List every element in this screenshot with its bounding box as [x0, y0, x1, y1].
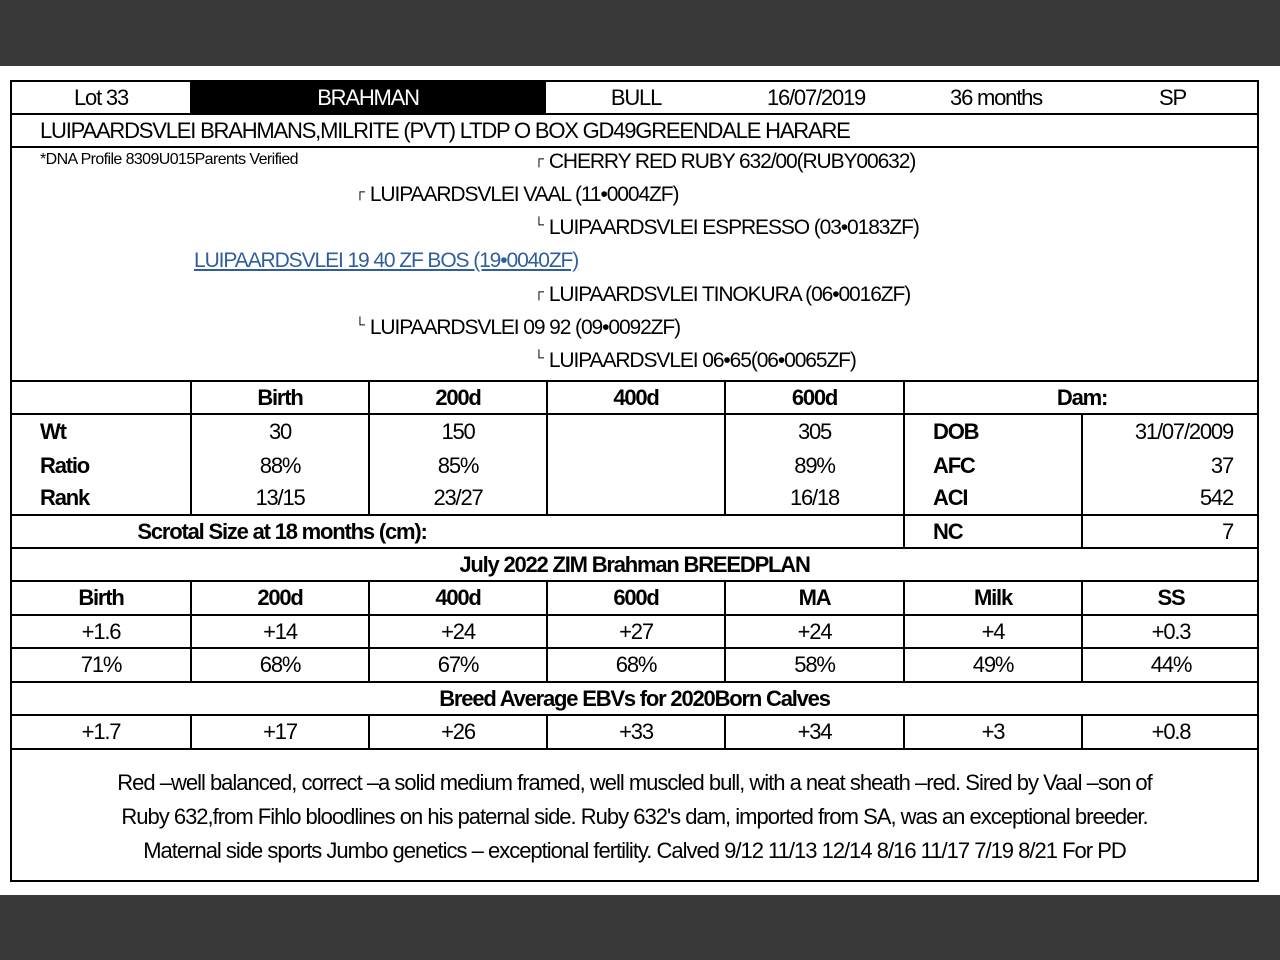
ebv-col-600d: 600d	[546, 582, 724, 614]
row-label: Ratio	[40, 452, 90, 478]
value-200d: 85%	[368, 449, 546, 482]
breed-average-row	[12, 716, 1257, 750]
lot-number: Lot 33	[74, 84, 128, 110]
avg-600d: +33	[546, 716, 724, 748]
col-400d: 400d	[546, 382, 724, 413]
top-dark-band	[0, 0, 1280, 66]
sex-label: BULL	[610, 84, 662, 110]
col-birth: Birth	[190, 382, 368, 413]
performance-header-row	[12, 382, 1257, 415]
pedigree-block	[12, 148, 1257, 382]
dam-label: DOB	[903, 415, 1081, 449]
bracket-bottom-icon: └	[534, 216, 543, 232]
acc-600d: 68%	[546, 649, 724, 681]
value-400d	[546, 449, 724, 482]
value-400d	[546, 482, 724, 514]
comment-line: Red –well balanced, correct –a solid medium framed, well muscled bull, with a neat sheath –red. Sired by Vaal –son of	[117, 770, 1152, 795]
value-200d: 150	[368, 415, 546, 449]
code-label: SP	[1159, 84, 1186, 110]
ebv-col-birth: Birth	[78, 585, 124, 610]
dam	[355, 316, 680, 340]
dam-sire	[534, 283, 910, 307]
ebv-birth: +1.6	[81, 618, 121, 644]
dna-profile-note: *DNA Profile 8309U015Parents Verified	[40, 151, 298, 168]
acc-milk: 49%	[903, 649, 1081, 681]
comment-line: Ruby 632,from Fihlo bloodlines on his paternal side. Ruby 632's dam, imported from SA, was an exceptional breeder.	[121, 804, 1148, 829]
acc-200d: 68%	[190, 649, 368, 681]
owner-row	[12, 115, 1257, 148]
avg-milk: +3	[903, 716, 1081, 748]
nc-label: NC	[903, 516, 1081, 547]
ebv-col-ma: MA	[724, 582, 903, 614]
breed-average-title-row	[12, 683, 1257, 716]
value-birth: 13/15	[190, 482, 368, 514]
breedplan-header-row	[12, 582, 1257, 616]
sire-sire	[534, 150, 915, 174]
acc-ss: 44%	[1081, 649, 1259, 681]
value-birth: 30	[190, 415, 368, 449]
avg-200d: +17	[190, 716, 368, 748]
blank-corner	[12, 382, 190, 413]
row-label: Wt	[40, 419, 66, 444]
comments-block	[12, 750, 1257, 882]
animal-name-link[interactable]: LUIPAARDSVLEI 19 40 ZF BOS (19•0040ZF)	[194, 249, 579, 272]
acc-ma: 58%	[724, 649, 903, 681]
value-600d: 16/18	[724, 482, 903, 514]
avg-ma: +34	[724, 716, 903, 748]
avg-birth: +1.7	[81, 719, 121, 744]
performance-row-wt	[12, 415, 1257, 449]
nc-value: 7	[1081, 516, 1259, 547]
col-600d: 600d	[724, 382, 903, 413]
dam-dam-name: LUIPAARDSVLEI 06•65(06•0065ZF)	[548, 349, 856, 372]
performance-row-rank	[12, 482, 1257, 516]
dam-sire-name: LUIPAARDSVLEI TINOKURA (06•0016ZF)	[548, 283, 911, 306]
ebv-values-row	[12, 616, 1257, 649]
avg-ss: +0.8	[1081, 716, 1259, 748]
ebv-ma: +24	[724, 616, 903, 647]
dam-label: AFC	[903, 449, 1081, 482]
birth-date: 16/07/2019	[766, 84, 866, 110]
ebv-600d: +27	[546, 616, 724, 647]
dam-value: 31/07/2009	[1081, 415, 1259, 449]
scrotal-row	[12, 516, 1257, 549]
acc-birth: 71%	[80, 652, 122, 677]
dam-name: LUIPAARDSVLEI 09 92 (09•0092ZF)	[369, 316, 681, 339]
dam-value: 37	[1081, 449, 1259, 482]
ebv-col-ss: SS	[1081, 582, 1259, 614]
ebv-400d: +24	[368, 616, 546, 647]
bracket-top-icon: ┌	[355, 183, 364, 199]
sire-sire-name: CHERRY RED RUBY 632/00(RUBY00632)	[548, 150, 916, 173]
value-200d: 23/27	[368, 482, 546, 514]
sire-dam-name: LUIPAARDSVLEI ESPRESSO (03•0183ZF)	[548, 216, 919, 239]
value-birth: 88%	[190, 449, 368, 482]
accuracy-row	[12, 649, 1257, 683]
dam-dam	[534, 349, 856, 373]
ebv-ss: +0.3	[1081, 616, 1259, 647]
performance-row-ratio	[12, 449, 1257, 482]
col-200d: 200d	[368, 382, 546, 413]
ebv-200d: +14	[190, 616, 368, 647]
acc-400d: 67%	[368, 649, 546, 681]
bracket-bottom-icon: └	[534, 349, 543, 365]
bracket-top-icon: ┌	[534, 150, 543, 166]
lot-header-row	[12, 82, 1257, 115]
value-600d: 89%	[724, 449, 903, 482]
breed-average-title: Breed Average EBVs for 2020Born Calves	[439, 685, 830, 711]
bottom-dark-band	[0, 895, 1280, 960]
age-label: 36 months	[950, 84, 1042, 110]
ebv-col-400d: 400d	[368, 582, 546, 614]
ebv-milk: +4	[903, 616, 1081, 647]
dam-header: Dam:	[903, 382, 1259, 413]
ebv-col-200d: 200d	[190, 582, 368, 614]
scrotal-label: Scrotal Size at 18 months (cm):	[137, 518, 427, 544]
scrotal-value	[452, 516, 892, 547]
avg-400d: +26	[368, 716, 546, 748]
row-label: Rank	[40, 485, 89, 510]
breedplan-title-row	[12, 549, 1257, 582]
ebv-col-milk: Milk	[903, 582, 1081, 614]
sire	[355, 183, 678, 207]
dam-label: ACI	[903, 482, 1081, 514]
bracket-top-icon: ┌	[534, 283, 543, 299]
owner-address: LUIPAARDSVLEI BRAHMANS,MILRITE (PVT) LTDP O BOX GD49GREENDALE HARARE	[40, 117, 850, 143]
breed-label: BRAHMAN	[190, 82, 546, 113]
sire-dam	[534, 216, 919, 240]
value-600d: 305	[724, 415, 903, 449]
bracket-bottom-icon: └	[355, 316, 364, 332]
value-400d	[546, 415, 724, 449]
lot-card	[10, 80, 1259, 882]
breedplan-title: July 2022 ZIM Brahman BREEDPLAN	[459, 551, 810, 577]
comment-line: Maternal side sports Jumbo genetics – exceptional fertility. Calved 9/12 11/13 12/14 8/16 11/17 7/19 8/21 For PD	[143, 838, 1126, 863]
sire-name: LUIPAARDSVLEI VAAL (11•0004ZF)	[369, 183, 679, 206]
dam-value: 542	[1081, 482, 1259, 514]
